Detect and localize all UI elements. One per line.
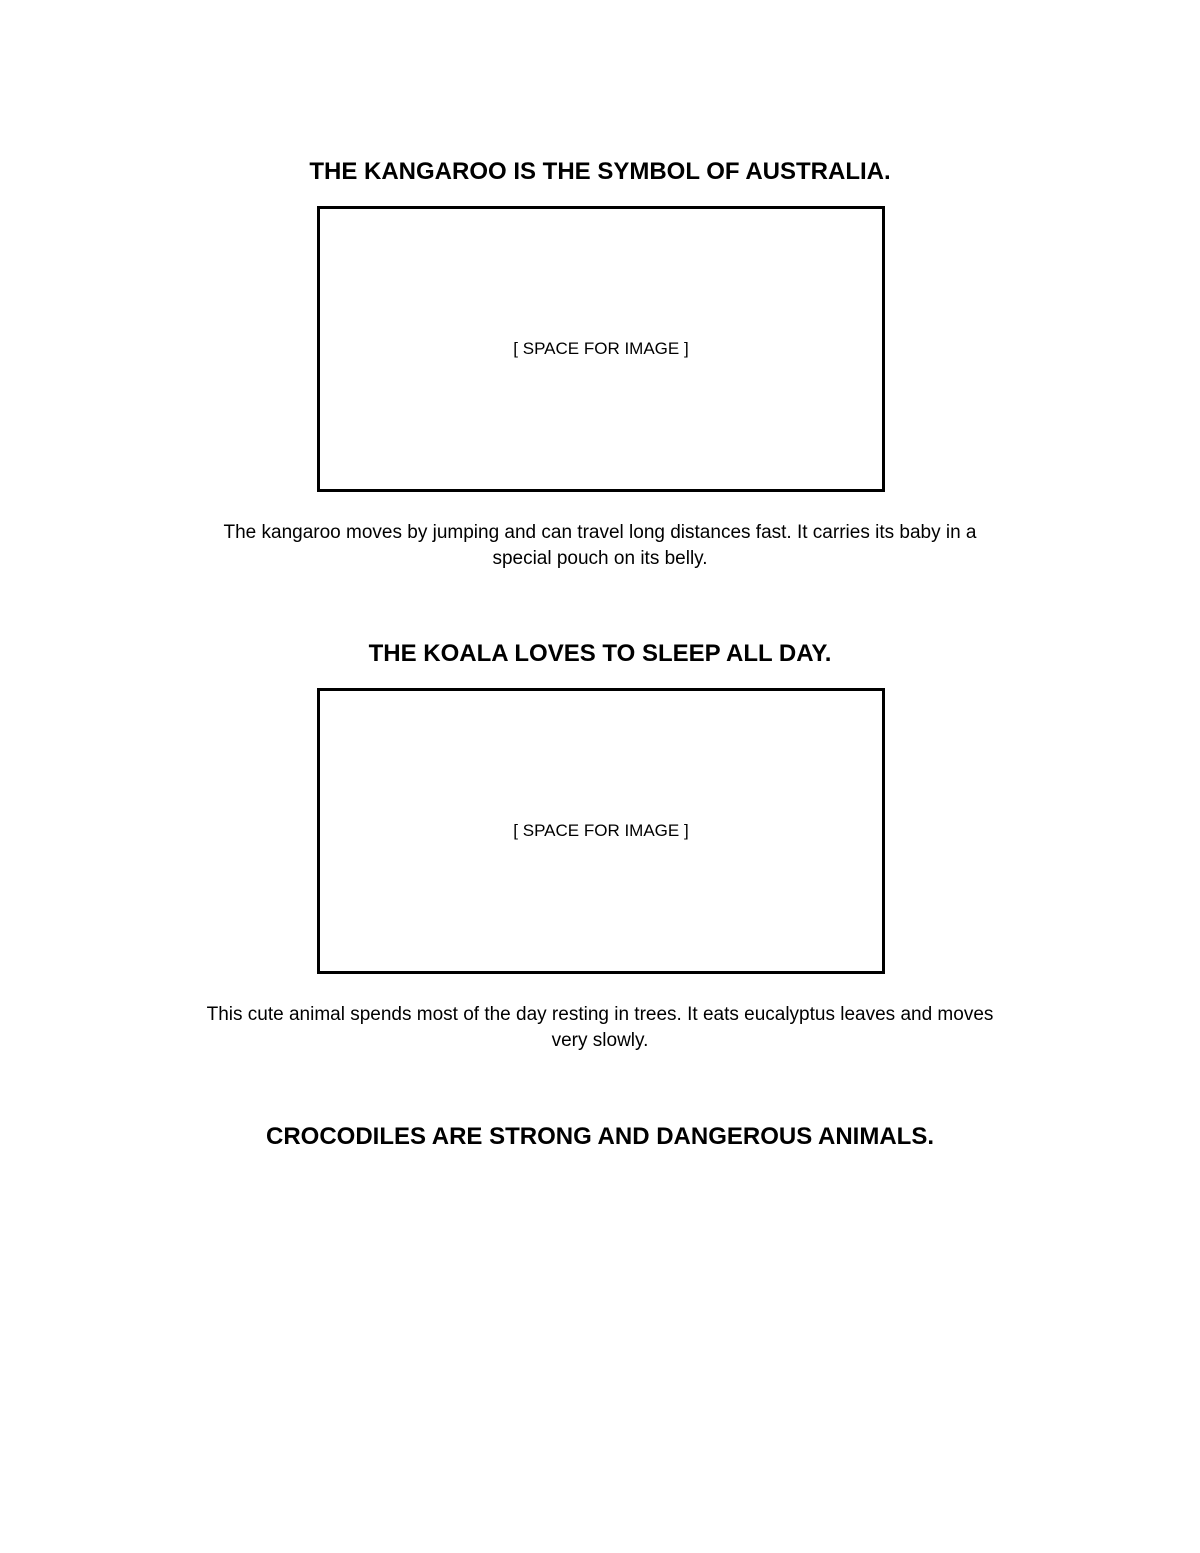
koala-image-placeholder xyxy=(317,688,885,974)
kangaroo-image-placeholder xyxy=(317,206,885,492)
kangaroo-paragraph-line-1: The kangaroo moves by jumping and can travel long distances fast. It carries its baby in a xyxy=(223,522,977,543)
kangaroo-paragraph xyxy=(150,520,1050,572)
kangaroo-heading: THE KANGAROO IS THE SYMBOL OF AUSTRALIA. xyxy=(309,158,891,185)
koala-paragraph-line-2: very slowly. xyxy=(551,1030,649,1051)
image-placeholder-label: [ SPACE FOR IMAGE ] xyxy=(513,339,689,358)
crocodile-heading: CROCODILES ARE STRONG AND DANGEROUS ANIMALS. xyxy=(265,1123,934,1150)
image-placeholder-label: [ SPACE FOR IMAGE ] xyxy=(513,821,689,840)
koala-heading: THE KOALA LOVES TO SLEEP ALL DAY. xyxy=(368,640,832,667)
kangaroo-paragraph-line-2: special pouch on its belly. xyxy=(492,548,708,569)
koala-paragraph-line-1: This cute animal spends most of the day resting in trees. It eats eucalyptus leaves and moves xyxy=(206,1004,994,1025)
koala-paragraph xyxy=(150,1002,1050,1054)
